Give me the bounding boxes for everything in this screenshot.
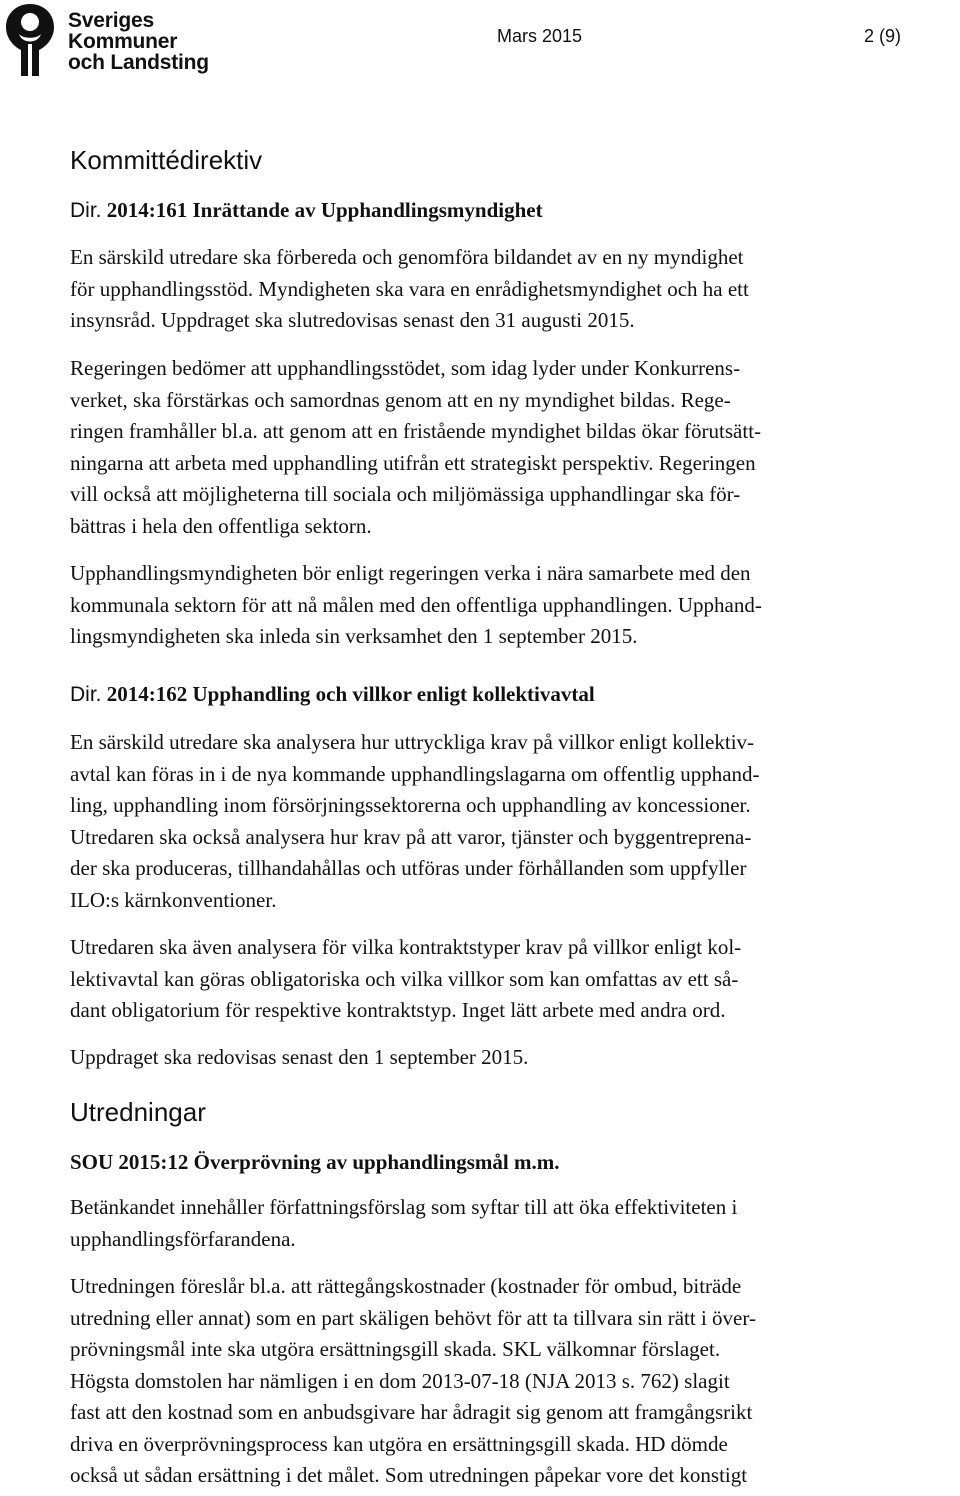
sou-heading: SOU 2015:12 Överprövning av upphandlingsmål m.m. [70, 1150, 560, 1174]
paragraph: Betänkandet innehåller författningsförslag som syftar till att öka effektiviteten i upphandlingsförfarandena. [70, 1195, 738, 1251]
dir-title: 2014:161 Inrättande av Upphandlingsmyndighet [106, 198, 543, 222]
dir-label: Dir. [70, 683, 102, 706]
paragraph: Regeringen bedömer att upphandlingsstödet, som idag lyder under Konkurrens- verket, ska förstärkas och samordnas genom att en ny myndighet bildas. Rege- ringen framhåller bl.a. att genom att en fristående myndighet bildas ökar förutsätt- ningarna att arbeta med upphandling utifrån ett strategiskt perspektiv. Regeringen vill också att möjligheterna till sociala och miljömässiga upphandlingar ska för- bättras i hela den offentliga sektorn. [70, 356, 762, 538]
paragraph: En särskild utredare ska analysera hur uttryckliga krav på villkor enligt kollektiv- avtal kan föras in i de nya kommande upphandlingslagarna om offentlig upphand- ling, upphandling inom försörjningssektorerna och upphandling av koncessioner. Utredaren ska också analysera hur krav på att varor, tjänster och byggentreprena- der ska produceras, tillhandahållas och utföras under förhållanden som uppfyller ILO:s kärnkonventioner. [70, 730, 760, 912]
paragraph: Utredaren ska även analysera för vilka kontraktstyper krav på villkor enligt kol- lektivavtal kan göras obligatoriska och vilka villkor som kan omfattas av ett så- dant obligatorium för respektive kontraktstyp. Inget lätt arbete med andra ord. [70, 935, 742, 1022]
paragraph: Upphandlingsmyndigheten bör enligt regeringen verka i nära samarbete med den kommunala sektorn för att nå målen med den offentliga upphandlingen. Upphand- lingsmyndigheten ska inleda sin verksamhet den 1 september 2015. [70, 561, 762, 648]
dir-heading-2 [70, 682, 595, 707]
paragraph: En särskild utredare ska förbereda och genomföra bildandet av en ny myndighet för upphandlingsstöd. Myndigheten ska vara en enrådighetsmyndighet och ha ett insynsråd. Uppdraget ska slutredovisas senast den 31 augusti 2015. [70, 245, 749, 332]
paragraph: Utredningen föreslår bl.a. att rättegångskostnader (kostnader för ombud, biträde utredning eller annat) som en part skäligen behövt för att ta tillvara sin rätt i över- prövningsmål inte ska utgöra ersättningsgill skada. SKL välkomnar förslaget. Högsta domstolen har nämligen i en dom 2013-07-18 (NJA 2013 s. 762) slagit fast att den kostnad som en anbudsgivare har ådragit sig genom att framgångsrikt driva en överprövningsprocess kan utgöra en ersättningsgill skada. HD dömde också ut sådan ersättning i det målet. Som utredningen påpekar vore det konstigt [70, 1274, 756, 1487]
skl-emblem-icon [0, 0, 60, 80]
section-title-utredningar: Utredningar [70, 1097, 206, 1127]
skl-logo [0, 0, 209, 80]
section-title-kommittedirektiv: Kommittédirektiv [70, 145, 263, 175]
logo-wordmark: Sveriges Kommuner och Landsting [68, 9, 209, 74]
paragraph: Uppdraget ska redovisas senast den 1 september 2015. [70, 1045, 529, 1069]
dir-title: 2014:162 Upphandling och villkor enligt kollektivavtal [106, 682, 595, 706]
page-number: 2 (9) [864, 26, 902, 46]
header-date: Mars 2015 [497, 26, 583, 46]
dir-heading-1 [70, 198, 543, 223]
dir-label: Dir. [70, 199, 102, 222]
